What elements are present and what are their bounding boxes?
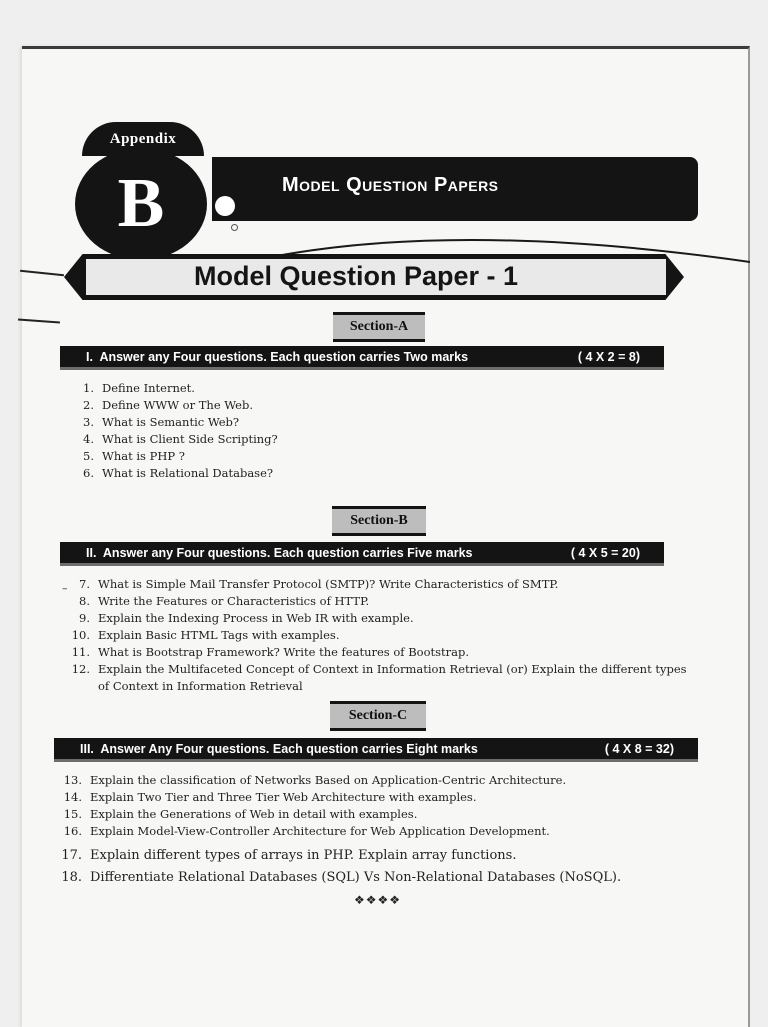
question-number: 10. bbox=[71, 628, 90, 642]
question-text: What is Client Side Scripting? bbox=[102, 432, 278, 446]
question-number: 11. bbox=[71, 645, 90, 659]
section-a-marks: ( 4 X 2 = 8) bbox=[577, 349, 640, 364]
question-number: 18. bbox=[61, 870, 82, 885]
pen-tick-mark: – bbox=[62, 582, 68, 595]
question-item bbox=[60, 806, 700, 823]
question-item bbox=[58, 867, 718, 889]
section-b-questions bbox=[68, 576, 700, 695]
question-text: Explain Model-View-Controller Architecture for Web Application Development. bbox=[90, 824, 550, 838]
question-item bbox=[72, 397, 652, 414]
question-number: 13. bbox=[63, 773, 82, 787]
question-number: 2. bbox=[83, 398, 94, 412]
question-text: Explain the Multifaceted Concept of Context in Information Retrieval (or) Explain the different types of Context in Information Retrieval bbox=[98, 662, 687, 693]
question-item bbox=[68, 627, 700, 644]
question-text: Write the Features or Characteristics of HTTP. bbox=[98, 594, 370, 608]
question-item bbox=[72, 431, 652, 448]
section-a-roman: I. bbox=[86, 349, 93, 364]
question-item bbox=[68, 661, 700, 695]
question-number: 6. bbox=[83, 466, 94, 480]
section-a-instruction: Answer any Four questions. Each question carries Two marks bbox=[99, 349, 469, 364]
question-number: 17. bbox=[61, 848, 82, 863]
section-c-instruction-bar bbox=[54, 738, 698, 762]
question-item bbox=[68, 593, 700, 610]
question-item bbox=[68, 644, 700, 661]
question-item bbox=[72, 465, 652, 482]
question-number: 16. bbox=[63, 824, 82, 838]
question-item bbox=[72, 380, 652, 397]
question-text: Define WWW or The Web. bbox=[102, 398, 253, 412]
dot-icon bbox=[215, 196, 235, 216]
section-c-roman: III. bbox=[80, 741, 94, 756]
section-c-marks: ( 4 X 8 = 32) bbox=[604, 741, 674, 756]
appendix-letter-badge: B bbox=[75, 148, 207, 260]
question-number: 14. bbox=[63, 790, 82, 804]
section-c-instruction: Answer Any Four questions. Each question carries Eight marks bbox=[100, 741, 478, 756]
question-text: Differentiate Relational Databases (SQL) Vs Non-Relational Databases (NoSQL). bbox=[90, 870, 622, 885]
question-item bbox=[68, 610, 700, 627]
section-a-tag: Section-A bbox=[333, 312, 425, 342]
question-item bbox=[72, 448, 652, 465]
section-c-questions-large bbox=[58, 845, 718, 889]
section-b-roman: II. bbox=[86, 545, 97, 560]
question-item bbox=[68, 576, 700, 593]
question-number: 15. bbox=[63, 807, 82, 821]
section-b-instruction: Answer any Four questions. Each question carries Five marks bbox=[102, 545, 473, 560]
question-number: 7. bbox=[79, 577, 90, 591]
question-text: Explain the Indexing Process in Web IR with example. bbox=[98, 611, 414, 625]
section-b-instruction-bar bbox=[60, 542, 664, 566]
appendix-tab: Appendix bbox=[82, 122, 204, 156]
question-item bbox=[58, 845, 718, 867]
question-number: 8. bbox=[79, 594, 90, 608]
question-text: Explain the classification of Networks Based on Application-Centric Architecture. bbox=[90, 773, 567, 787]
paper-title: Model Question Paper - 1 bbox=[194, 261, 519, 291]
section-c-questions bbox=[60, 772, 700, 840]
question-text: What is Relational Database? bbox=[102, 466, 274, 480]
question-number: 3. bbox=[83, 415, 94, 429]
question-text: Explain the Generations of Web in detail with examples. bbox=[90, 807, 418, 821]
section-b-marks: ( 4 X 5 = 20) bbox=[570, 545, 640, 560]
question-number: 5. bbox=[83, 449, 94, 463]
question-text: Explain Two Tier and Three Tier Web Architecture with examples. bbox=[90, 790, 477, 804]
question-text: What is Simple Mail Transfer Protocol (SMTP)? Write Characteristics of SMTP. bbox=[98, 577, 559, 591]
question-text: Explain Basic HTML Tags with examples. bbox=[98, 628, 340, 642]
section-a-instruction-bar bbox=[60, 346, 664, 370]
question-item bbox=[72, 414, 652, 431]
question-number: 9. bbox=[79, 611, 90, 625]
section-c-tag: Section-C bbox=[330, 701, 426, 731]
question-item bbox=[60, 823, 700, 840]
section-a-questions bbox=[72, 380, 652, 482]
question-item bbox=[60, 789, 700, 806]
question-text: Explain different types of arrays in PHP. Explain array functions. bbox=[90, 848, 517, 863]
page-title: Model Question Papers bbox=[282, 174, 499, 196]
question-number: 12. bbox=[71, 662, 90, 676]
question-number: 4. bbox=[83, 432, 94, 446]
question-number: 1. bbox=[83, 381, 94, 395]
question-text: Define Internet. bbox=[102, 381, 195, 395]
question-text: What is PHP ? bbox=[102, 449, 185, 463]
diamond-ornament-icon: ❖❖❖❖ bbox=[354, 893, 402, 907]
section-b-tag: Section-B bbox=[332, 506, 426, 536]
question-text: What is Bootstrap Framework? Write the features of Bootstrap. bbox=[98, 645, 470, 659]
question-item bbox=[60, 772, 700, 789]
question-text: What is Semantic Web? bbox=[102, 415, 240, 429]
